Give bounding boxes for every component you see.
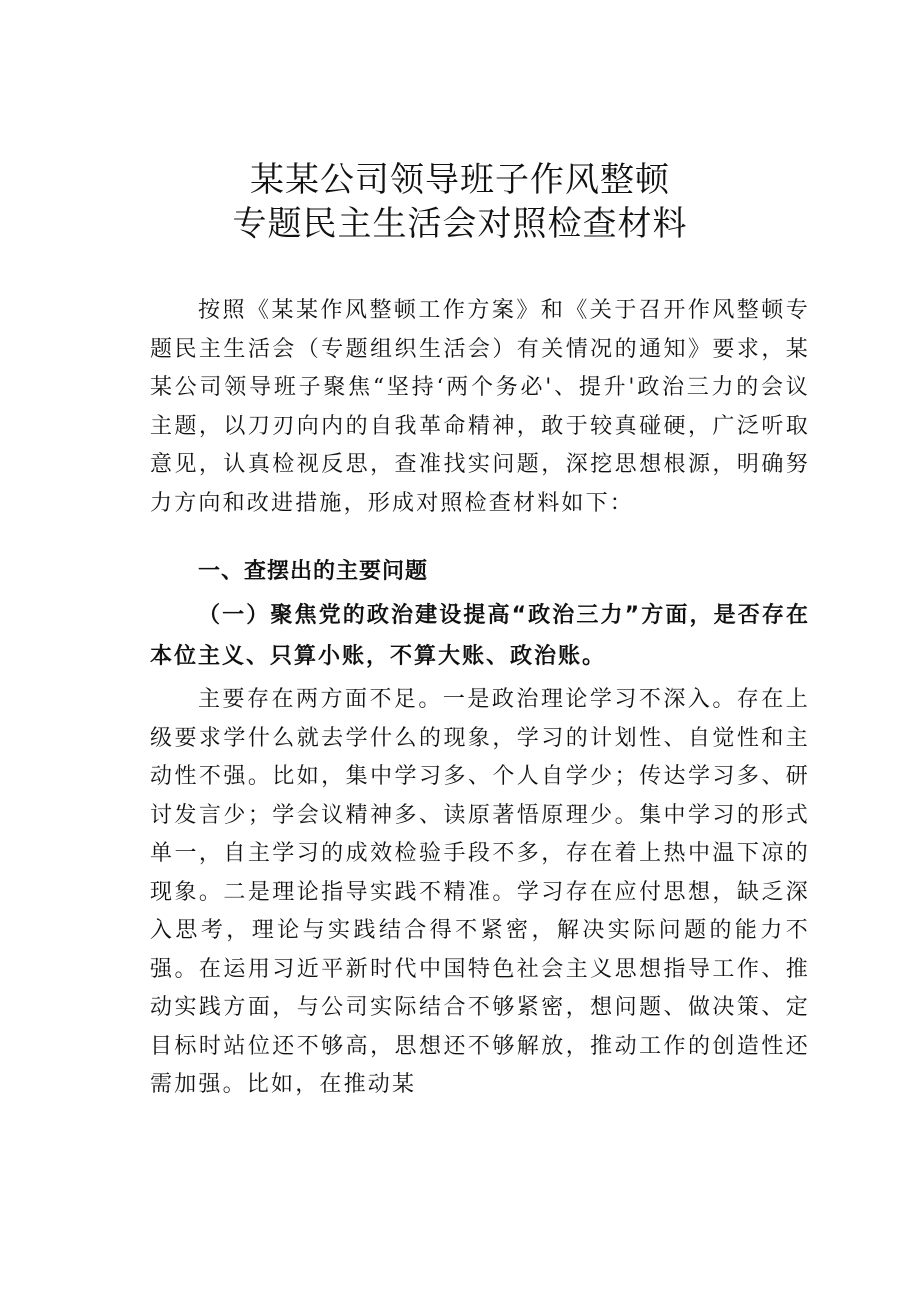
intro-paragraph: 按照《某某作风整顿工作方案》和《关于召开作风整顿专题民主生活会（专题组织生活会）有关情况的通知》要求，某某公司领导班子聚焦“坚持‘两个务必'、提升'政治三力的会议主题，以刀刃向内的自我革命精神，敢于较真碰硬，广泛听取意见，认真检视反思，查准找实问题，深挖思想根源，明确努力方向和改进措施，形成对照检查材料如下： — [150, 298, 810, 516]
body-paragraph: 主要存在两方面不足。一是政治理论学习不深入。存在上级要求学什么就去学什么的现象，学习的计划性、自觉性和主动性不强。比如，集中学习多、个人自学少；传达学习多、研讨发言少；学会议精神多、读原著悟原理少。集中学习的形式单一，自主学习的成效检验手段不多，存在着上热中温下凉的现象。二是理论指导实践不精准。学习存在应付思想，缺乏深入思考，理论与实践结合得不紧密，解决实际问题的能力不强。在运用习近平新时代中国特色社会主义思想指导工作、推动实践方面，与公司实际结合不够紧密，想问题、做决策、定目标时站位还不够高，思想还不够解放，推动工作的创造性还需加强。比如，在推动某 — [150, 687, 810, 1097]
section-heading: 一、查摆出的主要问题 — [198, 559, 429, 584]
subsection-heading: （一）聚焦党的政治建设提高“政治三力”方面，是否存在本位主义、只算小账，不算大账、政治账。 — [150, 603, 810, 669]
document-title — [0, 158, 920, 246]
title-line-1: 某某公司领导班子作风整顿 — [250, 160, 670, 200]
title-line-2: 专题民主生活会对照检查材料 — [232, 204, 688, 244]
